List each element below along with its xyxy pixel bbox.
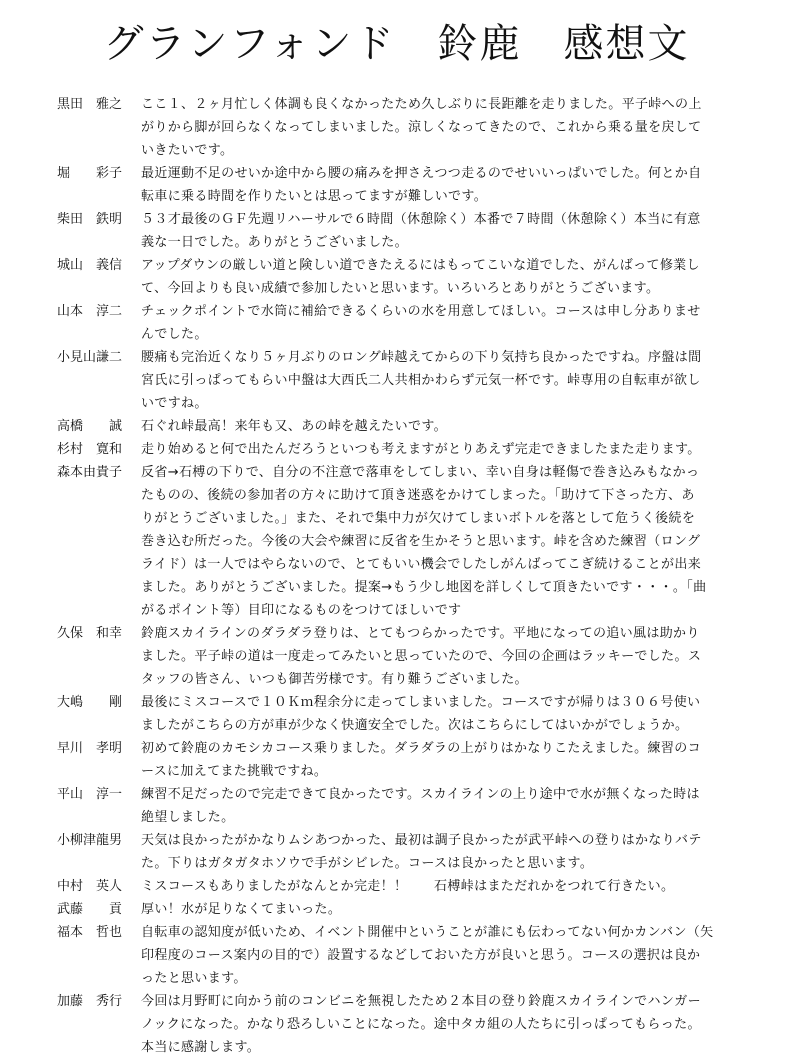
participant-comment: 反省→石榑の下りで、自分の不注意で落車をしてしまい、幸い自身は軽傷で巻き込みもなかっ たものの、後続の参加者の方々に助けて頂き迷惑をかけてしまった。「助けて下さった方、あ りがとうございました。」また、それで集中力が欠けてしまいボトルを落として危うく後続を 巻き込む所だった。今後の大会や練習に反省を生かそうと思います。峠を含めた練習（ロング ライド）は一人ではやらないので、とてもいい機会でしたしがんばってこぎ続けることが出来 ました。ありがとうございました。提案→もう少し地図を詳しくして頂きたいです・・・。「曲 がるポイント等）目印になるものをつけてほしいです	[141, 465, 707, 618]
participant-name: 高橋 誠	[57, 419, 123, 434]
comment-entry	[57, 300, 785, 346]
comment-entry	[57, 93, 785, 162]
participant-name: 福本 哲也	[57, 925, 123, 940]
comment-entry	[57, 875, 785, 898]
participant-name: 平山 淳一	[57, 787, 123, 802]
participant-comment: 初めて鈴鹿のカモシカコース乗りました。ダラダラの上がりはかなりこたえました。練習のコ ースに加えてまた挑戦ですね。	[141, 741, 701, 779]
page-title: グランフォンド 鈴鹿 感想文	[103, 21, 690, 67]
participant-comment: 厚い！水が足りなくてまいった。	[141, 902, 342, 917]
comment-entry	[57, 898, 785, 921]
participant-name: 加藤 秀行	[57, 994, 123, 1009]
comment-entry	[57, 691, 785, 737]
comment-entry	[57, 829, 785, 875]
comment-entry	[57, 208, 785, 254]
participant-comment: ５３才最後のＧＦ先週リハーサルで６時間（休憩除く）本番で７時間（休憩除く）本当に有意 義な一日でした。ありがとうございました。	[141, 212, 701, 250]
participant-comment: チェックポイントで水筒に補給できるくらいの水を用意してほしい。コースは申し分ありませ んでした。	[141, 304, 701, 342]
comment-entry	[57, 990, 785, 1059]
participant-name: 小見山謙二	[57, 350, 123, 365]
comment-entry	[57, 921, 785, 990]
comment-entry	[57, 737, 785, 783]
participant-name: 堀 彩子	[57, 166, 123, 181]
comment-entry	[57, 783, 785, 829]
participant-comment: 練習不足だったので完走できて良かったです。スカイラインの上り途中で水が無くなった時は 絶望しました。	[141, 787, 700, 825]
comment-entry	[57, 346, 785, 415]
participant-name: 杉村 寛和	[57, 442, 123, 457]
participant-name: 柴田 鉄明	[57, 212, 123, 227]
participant-name: 小柳津龍男	[57, 833, 123, 848]
comment-entry	[57, 415, 785, 438]
participant-comment: 今回は月野町に向かう前のコンビニを無視したため２本目の登り鈴鹿スカイラインでハンガー ノックになった。かなり恐ろしいことになった。途中タカ組の人たちに引っぱってもらった。 本当に感謝します。	[141, 994, 701, 1055]
participant-comment: 石ぐれ峠最高！来年も又、あの峠を越えたいです。	[141, 419, 448, 434]
participant-name: 中村 英人	[57, 879, 123, 894]
participant-name: 黒田 雅之	[57, 97, 123, 112]
participant-name: 早川 孝明	[57, 741, 123, 756]
comment-entry	[57, 461, 785, 622]
participant-comment: ミスコースもありましたがなんとか完走！！ 石榑峠はまただれかをつれて行きたい。	[141, 879, 675, 894]
participant-comment: ここ１、２ヶ月忙しく体調も良くなかったため久しぶりに長距離を走りました。平子峠への上 がりから脚が回らなくなってしまいました。涼しくなってきたので、これから乗る量を戻して いきたいです。	[141, 97, 702, 158]
comment-entry	[57, 254, 785, 300]
participant-comment: 腰痛も完治近くなり５ヶ月ぶりのロング峠越えてからの下り気持ち良かったですね。序盤は間 宮氏に引っぱってもらい中盤は大西氏二人共相かわらず元気一杯です。峠専用の自転車が欲し いですね。	[141, 350, 702, 411]
participant-name: 森本由貴子	[57, 465, 123, 480]
participant-comment: 自転車の認知度が低いため、イベント開催中ということが誰にも伝わってない何かカンバン（矢 印程度のコース案内の目的で）設置するなどしておいた方が良いと思う。コースの選択は良か ったと思います。	[141, 925, 714, 986]
participant-comment: 最後にミスコースで１０Ｋｍ程余分に走ってしまいました。コースですが帰りは３０６号使い ましたがこちらの方が車が少なく快適安全でした。次はこちらにしてはいかがでしょうか。	[141, 695, 701, 733]
comment-entry	[57, 438, 785, 461]
participant-name: 大嶋 剛	[57, 695, 123, 710]
participant-comment: 鈴鹿スカイラインのダラダラ登りは、とてもつらかったです。平地になっての追い風は助かり ました。平子峠の道は一度走ってみたいと思っていたので、今回の企画はラッキーでした。ス タッフの皆さん、いつも御苦労様です。有り難うございました。	[141, 626, 702, 687]
participant-comment: アップダウンの厳しい道と険しい道できたえるにはもってこいな道でした、がんばって修業し て、今回よりも良い成績で参加したいと思います。いろいろとありがとうございます。	[141, 258, 700, 296]
participant-name: 武藤 貢	[57, 902, 123, 917]
participant-comment: 最近運動不足のせいか途中から腰の痛みを押さえつつ走るのでせいいっぱいでした。何とか自 転車に乗る時間を作りたいとは思ってますが難しいです。	[141, 166, 702, 204]
comment-entry	[57, 622, 785, 691]
participant-comment: 天気は良かったがかなりムシあつかった、最初は調子良かったが武平峠への登りはかなりバテ た。下りはガタガタホソウで手がシビレた。コースは良かったと思います。	[141, 833, 702, 871]
comment-list	[57, 93, 785, 1059]
participant-name: 山本 淳二	[57, 304, 123, 319]
comment-entry	[57, 162, 785, 208]
participant-name: 久保 和幸	[57, 626, 123, 641]
participant-comment: 走り始めると何で出たんだろうといつも考えますがとりあえず完走できましたまた走ります。	[141, 442, 701, 457]
participant-name: 城山 義信	[57, 258, 123, 273]
